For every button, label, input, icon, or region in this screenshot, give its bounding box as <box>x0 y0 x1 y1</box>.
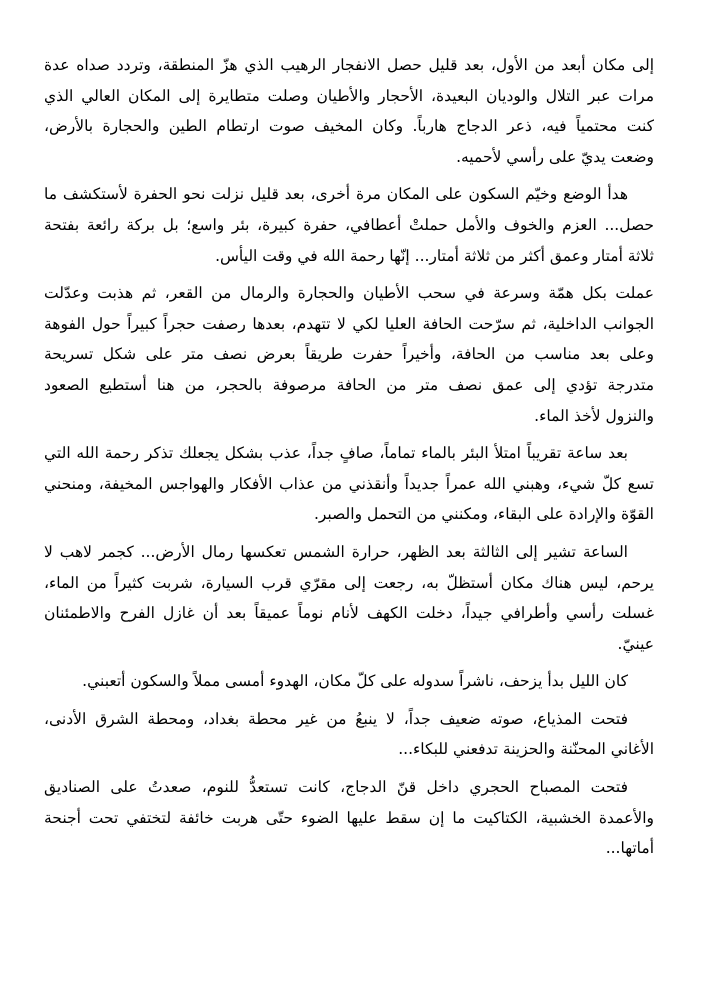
text-line: وضعت يديّ على رأسي لأحميه. <box>456 147 654 166</box>
text-line: الساعة تشير إلى الثالثة بعد الظهر، حرارة الشمس تعكسها رمال الأرض... كجمر لاهب لا <box>44 542 628 561</box>
text-line: إلى مكان أبعد من الأول، بعد قليل حصل الانفجار الرهيب الذي هزّ المنطقة، وتردد صداه عدة <box>44 56 654 74</box>
text-line: وعلى بعد مناسب من الحافة، وأخيراً حفرت طريقاً بعرض نصف متر على شكل تسريحة <box>44 345 654 364</box>
paragraph <box>44 50 654 172</box>
text-line: كنت محتمياً فيه، ذعر الدجاج هارباً. وكان المخيف صوت ارتطام الطين والحجارة بالأرض، <box>44 117 654 136</box>
paragraph <box>44 772 654 864</box>
text-line: القوّة والإرادة على البقاء، ومكنني من التحمل والصبر. <box>313 505 654 524</box>
paragraph <box>44 278 654 431</box>
text-line: والنزول لأخذ الماء. <box>534 406 654 425</box>
text-line: متدرجة تؤدي إلى عمق نصف متر من الحافة مرصوفة بالحجر، من هنا أستطيع الصعود <box>44 375 654 394</box>
text-line: يرحم، ليس هناك مكان أستظلّ به، رجعت إلى مقرّي قرب السيارة، شربت كثيراً من الماء، <box>44 573 654 592</box>
text-line: حصل... العزم والخوف والأمل حملتْ أعطافي، حفرة كبيرة، بئر واسع؛ بل بركة رائعة بفتحة <box>44 215 654 234</box>
paragraph <box>44 666 654 697</box>
paragraph <box>44 537 654 659</box>
text-line: فتحت المصباح الحجري داخل قنّ الدجاج، كانت تستعدُّ للنوم، صعدتُ على الصناديق <box>44 778 628 797</box>
text-line: هدأ الوضع وخيّم السكون على المكان مرة أخرى، بعد قليل نزلت نحو الحفرة لأستكشف ما <box>44 185 628 204</box>
paragraph <box>44 704 654 765</box>
text-line: مرات عبر التلال والوديان البعيدة، الأحجار والأطيان وصلت متطايرة إلى المكان العالي الذي <box>44 86 654 105</box>
text-line: تسع كلّ شيء، وهبني الله عمراً جديداً وأنقذني من عذاب الأفكار والهواجس المخيفة، ومنحني <box>44 474 654 493</box>
text-line: ثلاثة أمتار وعمق أكثر من ثلاثة أمتار... إنّها رحمة الله في وقت اليأس. <box>215 246 654 265</box>
text-line: عملت بكل همّة وسرعة في سحب الأطيان والحجارة والرمال من القعر، ثم هذبت وعدّلت <box>44 284 654 303</box>
paragraph <box>44 438 654 530</box>
text-column <box>44 50 654 871</box>
text-line: بعد ساعة تقريباً امتلأ البئر بالماء تماماً، صافٍ جداً، عذب بشكل يجعلك تذكر رحمة الله التي <box>44 444 628 463</box>
text-line: عينيّ. <box>617 634 654 653</box>
text-line: كان الليل بدأ يزحف، ناشراً سدوله على كلّ مكان، الهدوء أمسى مملاً والسكون أتعبني. <box>82 672 628 691</box>
text-line: والأعمدة الخشبية، الكتاكيت ما إن سقط عليها الضوء حتّى هربت خائفة لتختفي تحت أجنحة <box>44 808 654 827</box>
text-line: غسلت رأسي وأطرافي جيداً، دخلت الكهف لأنام نوماً عميقاً بعد أن غازل الفرح والاطمئنان <box>44 604 654 623</box>
text-line: الجوانب الداخلية، ثم سرّحت الحافة العليا لكي لا تتهدم، بعدها رصفت حجراً كبيراً حول الفوهة <box>44 314 654 333</box>
text-line: الأغاني المحنّنة والحزينة تدفعني للبكاء... <box>398 740 654 759</box>
text-line: أماتها... <box>605 839 654 858</box>
paragraph <box>44 179 654 271</box>
text-line: فتحت المذياع، صوته ضعيف جداً، لا ينبعُ من غير محطة بغداد، ومحطة الشرق الأدنى، <box>44 709 628 728</box>
